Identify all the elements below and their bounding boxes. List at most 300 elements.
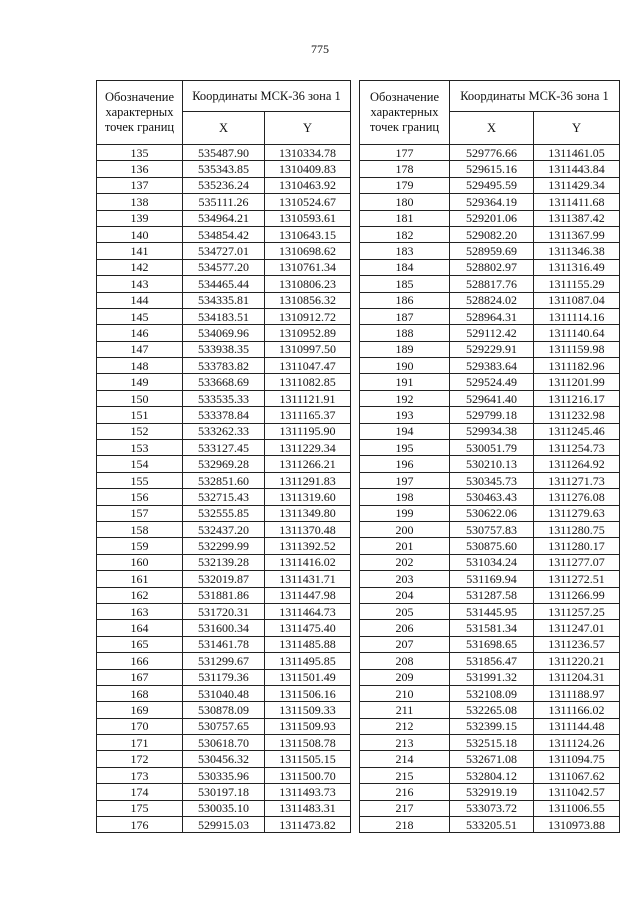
y-coordinate-cell: 1311266.21 [265,456,351,472]
point-number-cell: 153 [97,440,183,456]
table-row [97,390,351,406]
x-coordinate-cell: 533205.51 [450,817,534,833]
x-coordinate-cell: 535236.24 [183,177,265,193]
y-coordinate-cell: 1311047.47 [265,358,351,374]
table-row [360,390,620,406]
y-coordinate-cell: 1311121.91 [265,390,351,406]
y-coordinate-cell: 1310997.50 [265,341,351,357]
point-number-cell: 172 [97,751,183,767]
x-coordinate-cell: 535111.26 [183,194,265,210]
table-row [97,735,351,751]
x-coordinate-cell: 528959.69 [450,243,534,259]
point-number-cell: 178 [360,161,450,177]
x-coordinate-cell: 530618.70 [183,735,265,751]
table-row [97,571,351,587]
point-label-header: Обозначение характерных точек границ [360,81,450,145]
x-coordinate-cell: 532555.85 [183,505,265,521]
x-header: X [450,112,534,145]
y-coordinate-cell: 1311429.34 [534,177,620,193]
y-coordinate-cell: 1311232.98 [534,407,620,423]
table-row [97,292,351,308]
y-coordinate-cell: 1311006.55 [534,800,620,816]
point-number-cell: 163 [97,603,183,619]
point-number-cell: 171 [97,735,183,751]
table-row [97,489,351,505]
table-row [97,587,351,603]
table-row [360,603,620,619]
point-number-cell: 177 [360,145,450,161]
point-number-cell: 151 [97,407,183,423]
point-number-cell: 210 [360,685,450,701]
table-row [360,669,620,685]
y-coordinate-cell: 1311082.85 [265,374,351,390]
x-coordinate-cell: 532019.87 [183,571,265,587]
x-coordinate-cell: 533668.69 [183,374,265,390]
point-number-cell: 157 [97,505,183,521]
x-coordinate-cell: 531856.47 [450,653,534,669]
table-row [97,440,351,456]
point-number-cell: 199 [360,505,450,521]
table-row [360,194,620,210]
point-number-cell: 190 [360,358,450,374]
y-coordinate-cell: 1310912.72 [265,308,351,324]
y-coordinate-cell: 1311473.82 [265,817,351,833]
y-coordinate-cell: 1311276.08 [534,489,620,505]
table-row [360,620,620,636]
table-row [97,276,351,292]
table-row [97,226,351,242]
x-coordinate-cell: 529799.18 [450,407,534,423]
y-coordinate-cell: 1311166.02 [534,702,620,718]
table-row [360,145,620,161]
table-row [97,259,351,275]
x-coordinate-cell: 534577.20 [183,259,265,275]
y-coordinate-cell: 1310761.34 [265,259,351,275]
x-header: X [183,112,265,145]
y-coordinate-cell: 1311411.68 [534,194,620,210]
y-coordinate-cell: 1311291.83 [265,472,351,488]
table-row [360,472,620,488]
point-number-cell: 173 [97,767,183,783]
y-coordinate-cell: 1311155.29 [534,276,620,292]
x-coordinate-cell: 530197.18 [183,784,265,800]
x-coordinate-cell: 531287.58 [450,587,534,603]
point-number-cell: 209 [360,669,450,685]
x-coordinate-cell: 532515.18 [450,735,534,751]
x-coordinate-cell: 529915.03 [183,817,265,833]
point-number-cell: 185 [360,276,450,292]
point-number-cell: 208 [360,653,450,669]
table-row [360,440,620,456]
point-number-cell: 194 [360,423,450,439]
table-row [360,587,620,603]
point-number-cell: 162 [97,587,183,603]
x-coordinate-cell: 530757.83 [450,521,534,537]
point-number-cell: 187 [360,308,450,324]
y-coordinate-cell: 1311144.48 [534,718,620,734]
y-coordinate-cell: 1311188.97 [534,685,620,701]
x-coordinate-cell: 529082.20 [450,226,534,242]
point-number-cell: 164 [97,620,183,636]
y-coordinate-cell: 1311272.51 [534,571,620,587]
point-number-cell: 145 [97,308,183,324]
x-coordinate-cell: 532671.08 [450,751,534,767]
point-number-cell: 154 [97,456,183,472]
x-coordinate-cell: 531179.36 [183,669,265,685]
table-row [97,751,351,767]
y-coordinate-cell: 1311509.93 [265,718,351,734]
y-coordinate-cell: 1311461.05 [534,145,620,161]
x-coordinate-cell: 533073.72 [450,800,534,816]
table-row [97,407,351,423]
x-coordinate-cell: 530875.60 [450,538,534,554]
point-number-cell: 174 [97,784,183,800]
table-row [360,325,620,341]
table-row [97,603,351,619]
table-row [360,276,620,292]
x-coordinate-cell: 529201.06 [450,210,534,226]
point-number-cell: 138 [97,194,183,210]
table-row [97,194,351,210]
point-number-cell: 143 [97,276,183,292]
point-number-cell: 201 [360,538,450,554]
table-row [360,259,620,275]
y-header: Y [265,112,351,145]
table-row [360,456,620,472]
table-row [97,145,351,161]
y-coordinate-cell: 1311182.96 [534,358,620,374]
x-coordinate-cell: 530035.10 [183,800,265,816]
y-coordinate-cell: 1311416.02 [265,554,351,570]
point-number-cell: 184 [360,259,450,275]
y-coordinate-cell: 1310856.32 [265,292,351,308]
page-number: 775 [311,42,329,56]
table-row [360,161,620,177]
point-number-cell: 183 [360,243,450,259]
y-coordinate-cell: 1311367.99 [534,226,620,242]
table-row [97,653,351,669]
y-coordinate-cell: 1311204.31 [534,669,620,685]
y-coordinate-cell: 1311220.21 [534,653,620,669]
table-row [97,472,351,488]
table-row [360,653,620,669]
table-row [360,636,620,652]
table-row [97,456,351,472]
point-number-cell: 156 [97,489,183,505]
y-coordinate-cell: 1311506.16 [265,685,351,701]
table-row [97,718,351,734]
table-row [360,210,620,226]
x-coordinate-cell: 530335.96 [183,767,265,783]
x-coordinate-cell: 532399.15 [450,718,534,734]
point-number-cell: 161 [97,571,183,587]
y-coordinate-cell: 1311280.17 [534,538,620,554]
table-row [360,817,620,833]
point-number-cell: 155 [97,472,183,488]
point-number-cell: 188 [360,325,450,341]
point-number-cell: 196 [360,456,450,472]
y-coordinate-cell: 1310524.67 [265,194,351,210]
y-coordinate-cell: 1311316.49 [534,259,620,275]
table-row [97,538,351,554]
y-coordinate-cell: 1311349.80 [265,505,351,521]
x-coordinate-cell: 529615.16 [450,161,534,177]
coords-label-header: Координаты МСК-36 зона 1 [450,81,620,112]
table-row [97,702,351,718]
table-row [360,685,620,701]
point-number-cell: 170 [97,718,183,734]
y-coordinate-cell: 1311509.33 [265,702,351,718]
x-coordinate-cell: 529383.64 [450,358,534,374]
point-number-cell: 152 [97,423,183,439]
table-row [360,243,620,259]
x-coordinate-cell: 532804.12 [450,767,534,783]
point-number-cell: 203 [360,571,450,587]
x-coordinate-cell: 533127.45 [183,440,265,456]
x-coordinate-cell: 529641.40 [450,390,534,406]
x-coordinate-cell: 534727.01 [183,243,265,259]
table-row [97,374,351,390]
point-number-cell: 202 [360,554,450,570]
table-row [97,243,351,259]
y-coordinate-cell: 1311501.49 [265,669,351,685]
table-row [97,177,351,193]
x-coordinate-cell: 530463.43 [450,489,534,505]
y-coordinate-cell: 1311277.07 [534,554,620,570]
x-coordinate-cell: 530210.13 [450,456,534,472]
y-coordinate-cell: 1311229.34 [265,440,351,456]
point-number-cell: 150 [97,390,183,406]
x-coordinate-cell: 534854.42 [183,226,265,242]
x-coordinate-cell: 534465.44 [183,276,265,292]
y-header: Y [534,112,620,145]
point-number-cell: 192 [360,390,450,406]
table-row [97,161,351,177]
y-coordinate-cell: 1310952.89 [265,325,351,341]
point-number-cell: 213 [360,735,450,751]
table-row [97,325,351,341]
coordinates-table-left [96,80,351,833]
x-coordinate-cell: 532969.28 [183,456,265,472]
x-coordinate-cell: 528824.02 [450,292,534,308]
x-coordinate-cell: 530757.65 [183,718,265,734]
x-coordinate-cell: 532715.43 [183,489,265,505]
x-coordinate-cell: 531034.24 [450,554,534,570]
x-coordinate-cell: 532299.99 [183,538,265,554]
table-row [360,702,620,718]
x-coordinate-cell: 533938.35 [183,341,265,357]
y-coordinate-cell: 1311140.64 [534,325,620,341]
y-coordinate-cell: 1311257.25 [534,603,620,619]
table-row [360,423,620,439]
y-coordinate-cell: 1311201.99 [534,374,620,390]
y-coordinate-cell: 1310698.62 [265,243,351,259]
x-coordinate-cell: 531881.86 [183,587,265,603]
table-row [360,177,620,193]
point-number-cell: 140 [97,226,183,242]
y-coordinate-cell: 1311216.17 [534,390,620,406]
x-coordinate-cell: 529229.91 [450,341,534,357]
point-number-cell: 169 [97,702,183,718]
table-row [360,505,620,521]
x-coordinate-cell: 531445.95 [450,603,534,619]
y-coordinate-cell: 1311485.88 [265,636,351,652]
x-coordinate-cell: 531600.34 [183,620,265,636]
point-number-cell: 179 [360,177,450,193]
y-coordinate-cell: 1311392.52 [265,538,351,554]
table-row [360,341,620,357]
point-number-cell: 167 [97,669,183,685]
point-number-cell: 191 [360,374,450,390]
point-number-cell: 141 [97,243,183,259]
x-coordinate-cell: 531461.78 [183,636,265,652]
table-row [97,358,351,374]
point-number-cell: 218 [360,817,450,833]
table-row [97,817,351,833]
table-row [360,292,620,308]
point-number-cell: 166 [97,653,183,669]
table-row [360,751,620,767]
y-coordinate-cell: 1310334.78 [265,145,351,161]
x-coordinate-cell: 534183.51 [183,308,265,324]
point-number-cell: 204 [360,587,450,603]
point-number-cell: 216 [360,784,450,800]
point-number-cell: 205 [360,603,450,619]
y-coordinate-cell: 1311387.42 [534,210,620,226]
table-row [97,341,351,357]
table-row [97,636,351,652]
y-coordinate-cell: 1311165.37 [265,407,351,423]
y-coordinate-cell: 1311266.99 [534,587,620,603]
y-coordinate-cell: 1311042.57 [534,784,620,800]
point-number-cell: 206 [360,620,450,636]
x-coordinate-cell: 533783.82 [183,358,265,374]
table-row [97,210,351,226]
point-number-cell: 135 [97,145,183,161]
table-body-left [97,145,351,833]
x-coordinate-cell: 533535.33 [183,390,265,406]
y-coordinate-cell: 1311319.60 [265,489,351,505]
point-number-cell: 142 [97,259,183,275]
point-number-cell: 189 [360,341,450,357]
y-coordinate-cell: 1311159.98 [534,341,620,357]
point-number-cell: 147 [97,341,183,357]
table-row [97,423,351,439]
point-number-cell: 148 [97,358,183,374]
y-coordinate-cell: 1311495.85 [265,653,351,669]
point-number-cell: 211 [360,702,450,718]
y-coordinate-cell: 1311271.73 [534,472,620,488]
x-coordinate-cell: 528817.76 [450,276,534,292]
table-row [97,784,351,800]
table-row [97,505,351,521]
x-coordinate-cell: 528802.97 [450,259,534,275]
point-number-cell: 137 [97,177,183,193]
x-coordinate-cell: 528964.31 [450,308,534,324]
point-number-cell: 168 [97,685,183,701]
table-row [97,767,351,783]
table-row [360,308,620,324]
y-coordinate-cell: 1311346.38 [534,243,620,259]
x-coordinate-cell: 529364.19 [450,194,534,210]
x-coordinate-cell: 531720.31 [183,603,265,619]
point-label-header: Обозначение характерных точек границ [97,81,183,145]
table-row [360,784,620,800]
y-coordinate-cell: 1310463.92 [265,177,351,193]
x-coordinate-cell: 531991.32 [450,669,534,685]
x-coordinate-cell: 532108.09 [450,685,534,701]
point-number-cell: 180 [360,194,450,210]
x-coordinate-cell: 531299.67 [183,653,265,669]
table-row [360,554,620,570]
x-coordinate-cell: 532265.08 [450,702,534,718]
y-coordinate-cell: 1310643.15 [265,226,351,242]
x-coordinate-cell: 531040.48 [183,685,265,701]
x-coordinate-cell: 530622.06 [450,505,534,521]
y-coordinate-cell: 1310409.83 [265,161,351,177]
table-row [97,685,351,701]
y-coordinate-cell: 1311505.15 [265,751,351,767]
y-coordinate-cell: 1311245.46 [534,423,620,439]
x-coordinate-cell: 533378.84 [183,407,265,423]
point-number-cell: 146 [97,325,183,341]
point-number-cell: 195 [360,440,450,456]
x-coordinate-cell: 531581.34 [450,620,534,636]
x-coordinate-cell: 532437.20 [183,521,265,537]
point-number-cell: 197 [360,472,450,488]
x-coordinate-cell: 534069.96 [183,325,265,341]
x-coordinate-cell: 530456.32 [183,751,265,767]
point-number-cell: 165 [97,636,183,652]
x-coordinate-cell: 533262.33 [183,423,265,439]
y-coordinate-cell: 1311483.31 [265,800,351,816]
table-row [360,358,620,374]
table-row [97,308,351,324]
y-coordinate-cell: 1311500.70 [265,767,351,783]
table-row [360,800,620,816]
table-row [360,521,620,537]
point-number-cell: 207 [360,636,450,652]
table-row [360,571,620,587]
y-coordinate-cell: 1311475.40 [265,620,351,636]
point-number-cell: 176 [97,817,183,833]
point-number-cell: 139 [97,210,183,226]
table-row [97,521,351,537]
y-coordinate-cell: 1311094.75 [534,751,620,767]
point-number-cell: 182 [360,226,450,242]
x-coordinate-cell: 531698.65 [450,636,534,652]
table-row [360,767,620,783]
x-coordinate-cell: 531169.94 [450,571,534,587]
point-number-cell: 159 [97,538,183,554]
point-number-cell: 193 [360,407,450,423]
point-number-cell: 200 [360,521,450,537]
y-coordinate-cell: 1310973.88 [534,817,620,833]
table-row [360,538,620,554]
point-number-cell: 215 [360,767,450,783]
x-coordinate-cell: 532851.60 [183,472,265,488]
table-row [97,669,351,685]
x-coordinate-cell: 535487.90 [183,145,265,161]
point-number-cell: 158 [97,521,183,537]
x-coordinate-cell: 532139.28 [183,554,265,570]
y-coordinate-cell: 1311464.73 [265,603,351,619]
point-number-cell: 144 [97,292,183,308]
coordinates-tables [96,80,620,833]
y-coordinate-cell: 1311431.71 [265,571,351,587]
table-row [360,407,620,423]
point-number-cell: 175 [97,800,183,816]
